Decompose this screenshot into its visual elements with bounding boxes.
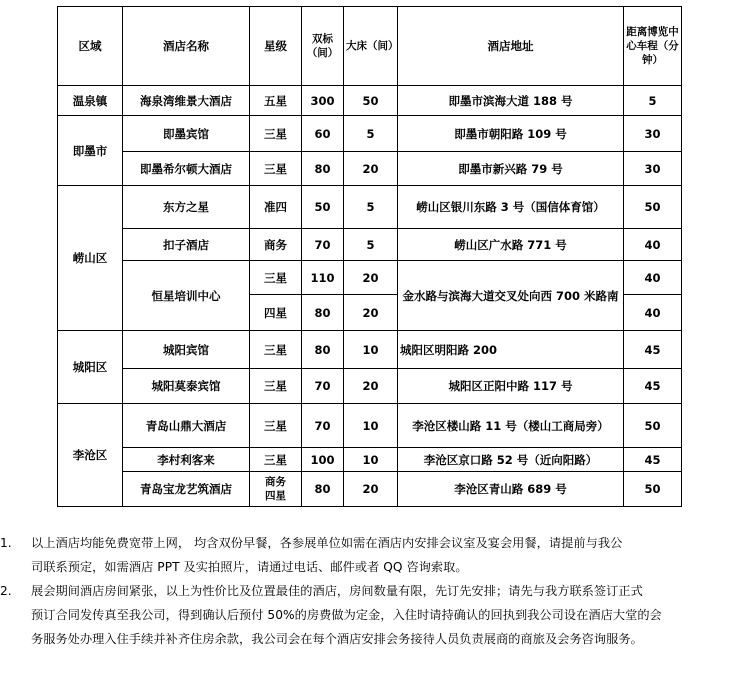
- address-cell: 崂山区广水路 771 号: [398, 229, 624, 261]
- star-cell: 三星: [250, 404, 302, 448]
- star-cell: 商务: [250, 229, 302, 261]
- district-cell: 城阳区: [58, 331, 123, 404]
- hotel-name-cell: 李村利客来: [123, 448, 250, 472]
- table-row: [58, 229, 682, 261]
- king-cell: 20: [344, 152, 398, 186]
- star-cell: 准四: [250, 186, 302, 229]
- king-cell: 5: [344, 116, 398, 152]
- note-number: 2.: [0, 584, 12, 598]
- hotel-name-cell: 即墨宾馆: [123, 116, 250, 152]
- address-cell: 李沧区楼山路 11 号（楼山工商局旁）: [398, 404, 624, 448]
- note-line: 展会期间酒店房间紧张，以上为性价比及位置最佳的酒店，房间数量有限，先订先安排；请先与我方联系签订正式: [31, 584, 643, 598]
- address-cell: 李沧区京口路 52 号（近向阳路）: [398, 448, 624, 472]
- note-number: 1.: [0, 536, 12, 550]
- twin-cell: 80: [302, 152, 344, 186]
- twin-cell: 70: [302, 404, 344, 448]
- table-row: [58, 86, 682, 116]
- table-row: [58, 152, 682, 186]
- district-cell: 李沧区: [58, 404, 123, 507]
- twin-cell: 70: [302, 369, 344, 404]
- star-cell: 三星: [250, 116, 302, 152]
- twin-cell: 70: [302, 229, 344, 261]
- address-cell: 城阳区明阳路 200: [398, 331, 624, 369]
- star-cell: 三星: [250, 152, 302, 186]
- king-cell: 10: [344, 404, 398, 448]
- star-cell: 四星: [250, 295, 302, 331]
- hotel-name-cell: 恒星培训中心: [123, 261, 250, 331]
- distance-cell: 40: [624, 295, 682, 331]
- distance-cell: 40: [624, 261, 682, 295]
- star-cell: 三星: [250, 448, 302, 472]
- table-row: [58, 472, 682, 507]
- header-star: 星级: [250, 7, 302, 86]
- distance-cell: 50: [624, 186, 682, 229]
- address-cell: 李沧区青山路 689 号: [398, 472, 624, 507]
- hotel-name-cell: 东方之星: [123, 186, 250, 229]
- distance-cell: 30: [624, 152, 682, 186]
- header-twin-rooms: 双标（间）: [302, 7, 344, 86]
- table-header-row: [58, 7, 682, 86]
- distance-cell: 30: [624, 116, 682, 152]
- hotel-name-cell: 海泉湾维景大酒店: [123, 86, 250, 116]
- note-line: 司联系预定，如需酒店 PPT 及实拍照片，请通过电话、邮件或者 QQ 咨询索取。: [31, 560, 468, 574]
- king-cell: 20: [344, 261, 398, 295]
- king-cell: 50: [344, 86, 398, 116]
- header-hotel-name: 酒店名称: [123, 7, 250, 86]
- table-row: [58, 369, 682, 404]
- note-item: [0, 579, 739, 651]
- star-cell: 三星: [250, 261, 302, 295]
- twin-cell: 80: [302, 295, 344, 331]
- note-line: 预订合同发传真至我公司，得到确认后预付 50%的房费做为定金，入住时请持确认的回执到我公司设在酒店大堂的会: [31, 608, 662, 622]
- hotel-table: [57, 6, 682, 507]
- star-cell: 商务四星: [250, 472, 302, 507]
- hotel-name-cell: 城阳宾馆: [123, 331, 250, 369]
- hotel-name-cell: 城阳莫泰宾馆: [123, 369, 250, 404]
- distance-cell: 50: [624, 472, 682, 507]
- star-cell: 三星: [250, 331, 302, 369]
- hotel-name-cell: 青岛宝龙艺筑酒店: [123, 472, 250, 507]
- table-row: [58, 331, 682, 369]
- twin-cell: 80: [302, 472, 344, 507]
- table-row: [58, 116, 682, 152]
- header-king-rooms: 大床（间）: [344, 7, 398, 86]
- king-cell: 20: [344, 369, 398, 404]
- twin-cell: 300: [302, 86, 344, 116]
- district-cell: 崂山区: [58, 186, 123, 331]
- address-cell: 城阳区正阳中路 117 号: [398, 369, 624, 404]
- distance-cell: 45: [624, 448, 682, 472]
- header-address: 酒店地址: [398, 7, 624, 86]
- king-cell: 5: [344, 186, 398, 229]
- notes-list: [0, 531, 739, 651]
- star-cell: 三星: [250, 369, 302, 404]
- king-cell: 5: [344, 229, 398, 261]
- hotel-name-cell: 即墨希尔顿大酒店: [123, 152, 250, 186]
- twin-cell: 60: [302, 116, 344, 152]
- distance-cell: 5: [624, 86, 682, 116]
- twin-cell: 50: [302, 186, 344, 229]
- address-cell: 崂山区银川东路 3 号（国信体育馆）: [398, 186, 624, 229]
- hotel-name-cell: 青岛山鼎大酒店: [123, 404, 250, 448]
- king-cell: 10: [344, 331, 398, 369]
- address-cell: 即墨市新兴路 79 号: [398, 152, 624, 186]
- address-cell: 即墨市滨海大道 188 号: [398, 86, 624, 116]
- header-district: 区域: [58, 7, 123, 86]
- header-distance: 距离博览中心车程（分钟）: [624, 7, 682, 86]
- address-cell: 金水路与滨海大道交叉处向西 700 米路南: [398, 261, 624, 331]
- note-line: 以上酒店均能免费宽带上网， 均含双份早餐，各参展单位如需在酒店内安排会议室及宴会用餐，请提前与我公: [31, 536, 623, 550]
- twin-cell: 110: [302, 261, 344, 295]
- table-row: [58, 261, 682, 295]
- twin-cell: 100: [302, 448, 344, 472]
- table-row: [58, 404, 682, 448]
- distance-cell: 50: [624, 404, 682, 448]
- table-row: [58, 448, 682, 472]
- note-line: 务服务处办理入住手续并补齐住房余款，我公司会在每个酒店安排会务接待人员负责展商的商旅及会务咨询服务。: [31, 632, 643, 646]
- note-item: [0, 531, 739, 579]
- district-cell: 温泉镇: [58, 86, 123, 116]
- king-cell: 20: [344, 295, 398, 331]
- table-row: [58, 186, 682, 229]
- distance-cell: 45: [624, 331, 682, 369]
- twin-cell: 80: [302, 331, 344, 369]
- distance-cell: 40: [624, 229, 682, 261]
- star-cell: 五星: [250, 86, 302, 116]
- district-cell: 即墨市: [58, 116, 123, 186]
- king-cell: 10: [344, 448, 398, 472]
- king-cell: 20: [344, 472, 398, 507]
- distance-cell: 45: [624, 369, 682, 404]
- address-cell: 即墨市朝阳路 109 号: [398, 116, 624, 152]
- hotel-name-cell: 扣子酒店: [123, 229, 250, 261]
